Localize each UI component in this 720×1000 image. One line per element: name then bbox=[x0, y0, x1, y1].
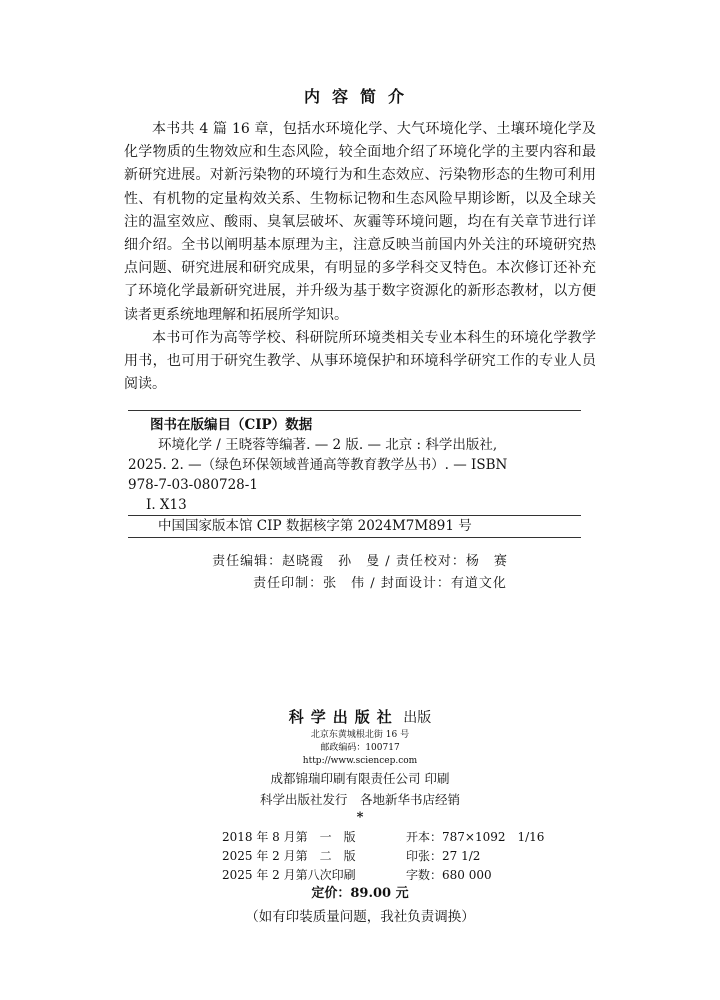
edition-first: 2018 年 8 月第 一 版 bbox=[222, 830, 356, 844]
publisher-address: 北京东黄城根北街 16 号 bbox=[310, 730, 410, 740]
edition-row bbox=[222, 828, 544, 847]
cip-line-2: 2025. 2. —（绿色环保领域普通高等教育教学丛书）. — ISBN bbox=[128, 457, 508, 473]
staff-credits bbox=[0, 551, 720, 595]
cip-record-number: 中国国家版本馆 CIP 数据核字第 2024M7M891 号 bbox=[158, 518, 472, 534]
cip-heading: 图书在版编目（CIP）数据 bbox=[150, 417, 313, 433]
staff-line-printing: 责任印制：张 伟 / 封面设计：有道文化 bbox=[253, 576, 507, 591]
format-size: 开本：787×1092 1/16 bbox=[406, 830, 545, 844]
cip-top-rule bbox=[128, 410, 581, 411]
staff-line-editors: 责任编辑：赵晓霞 孙 曼 / 责任校对：杨 赛 bbox=[212, 554, 508, 569]
edition-second: 2025 年 2 月第 二 版 bbox=[222, 849, 356, 863]
separator-star: * bbox=[356, 810, 364, 825]
quality-note: （如有印装质量问题，我社负责调换） bbox=[245, 909, 475, 925]
printed-sheets: 印张：27 1/2 bbox=[406, 849, 481, 863]
edition-info bbox=[222, 828, 544, 885]
publisher-website: http://www.sciencep.com bbox=[302, 756, 418, 766]
content-summary bbox=[124, 118, 596, 396]
cip-line-4: Ⅰ. X13 bbox=[146, 497, 187, 513]
publisher-suffix: 出版 bbox=[403, 710, 432, 726]
cip-line-1: 环境化学 / 王晓蓉等编著. — 2 版. — 北京 : 科学出版社, bbox=[158, 437, 498, 453]
edition-row bbox=[222, 847, 544, 866]
publisher-logo: 科学出版社 bbox=[288, 708, 399, 726]
distribution-line: 科学出版社发行 各地新华书店经销 bbox=[259, 792, 460, 807]
printing-eighth: 2025 年 2 月第八次印刷 bbox=[222, 868, 356, 882]
printer-line: 成都锦瑞印刷有限责任公司 印刷 bbox=[270, 771, 450, 786]
word-count: 字数：680 000 bbox=[406, 868, 492, 882]
cip-block bbox=[128, 410, 581, 538]
publisher-name bbox=[0, 706, 720, 729]
cip-bottom-rule bbox=[128, 537, 581, 538]
summary-paragraph-1: 本书共 4 篇 16 章，包括水环境化学、大气环境化学、土壤环境化学及化学物质的生物效应和生态风险，较全面地介绍了环境化学的主要内容和最新研究进展。对新污染物的环境行为和生态效应、污染物形态的生物可利用性、有机物的定量构效关系、生物标记物和生态风险早期诊断，以及全球关注的温室效应、酸雨、臭氧层破坏、灰霾等环境问题，均在有关章节进行详细介绍。全书以阐明基本原理为主，注意反映当前国内外关注的环境研究热点问题、研究进展和研究成果，有明显的多学科交叉特色。本次修订还补充了环境化学最新研究进展，并升级为基于数字资源化的新形态教材，以方便读者更系统地理解和拓展所学知识。 bbox=[124, 121, 596, 323]
publisher-postcode: 邮政编码：100717 bbox=[320, 743, 400, 753]
publisher-block bbox=[0, 706, 720, 826]
page-title: 内容简介 bbox=[303, 87, 416, 106]
summary-paragraph-2: 本书可作为高等学校、科研院所环境类相关专业本科生的环境化学教学用书，也可用于研究生教学、从事环境保护和环境科学研究工作的专业人员阅读。 bbox=[124, 329, 596, 393]
price: 定价：89.00 元 bbox=[311, 886, 409, 901]
edition-row bbox=[222, 866, 544, 885]
cip-line-3: 978-7-03-080728-1 bbox=[128, 477, 258, 493]
